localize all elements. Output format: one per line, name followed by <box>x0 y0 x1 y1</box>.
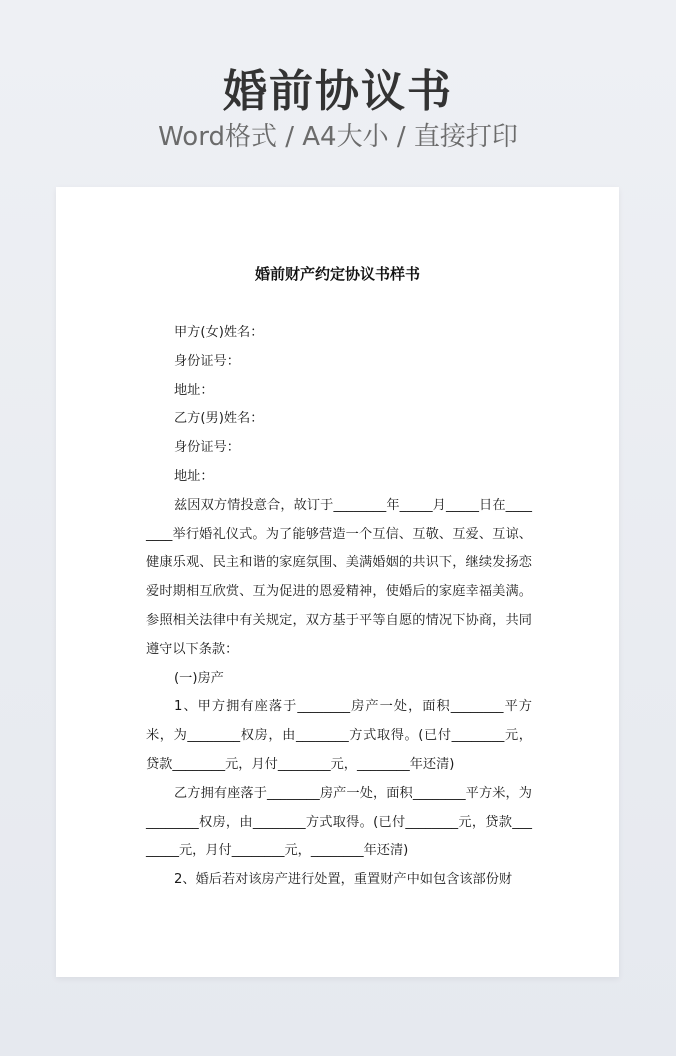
clause-2: 2、婚后若对该房产进行处置，重置财产中如包含该部份财 <box>174 872 513 888</box>
clause-1-party-a: 1、甲方拥有座落于________房产一处，面积________平方米，为________权房，由________方式取得。(已付________元，贷款________元，月付________元，________年还清) <box>146 699 532 772</box>
banner-subtitle: Word格式 / A4大小 / 直接打印 <box>158 122 518 152</box>
party-a-id-field: 身份证号： <box>174 353 240 369</box>
party-b-name-field: 乙方(男)姓名： <box>174 411 264 427</box>
document-body <box>146 319 532 895</box>
banner-title: 婚前协议书 <box>223 66 453 117</box>
party-b-id-field: 身份证号： <box>174 440 240 456</box>
party-a-name-field: 甲方(女)姓名： <box>174 325 264 340</box>
party-b-address-field: 地址： <box>174 468 214 484</box>
party-a-address-field: 地址： <box>174 382 214 398</box>
preamble-paragraph: 兹因双方情投意合，故订于________年_____月_____日在________举行婚礼仪式。为了能够营造一个互信、互敬、互爱、互谅、健康乐观、民主和谐的家庭氛围、美满婚姻的共识下，继续发扬恋爱时期相互欣赏、互为促进的恩爱精神，使婚后的家庭幸福美满。参照相关法律中有关规定，双方基于平等自愿的情况下协商，共同遵守以下条款： <box>146 497 532 657</box>
document-title: 婚前财产约定协议书样书 <box>254 265 420 283</box>
clause-1-party-b: 乙方拥有座落于________房产一处，面积________平方米，为________权房，由________方式取得。(已付________元，贷款________元，月付________元，________年还清) <box>146 785 532 859</box>
document-page <box>56 187 619 977</box>
section-heading-property: (一)房产 <box>174 670 224 686</box>
banner-header <box>0 0 676 186</box>
